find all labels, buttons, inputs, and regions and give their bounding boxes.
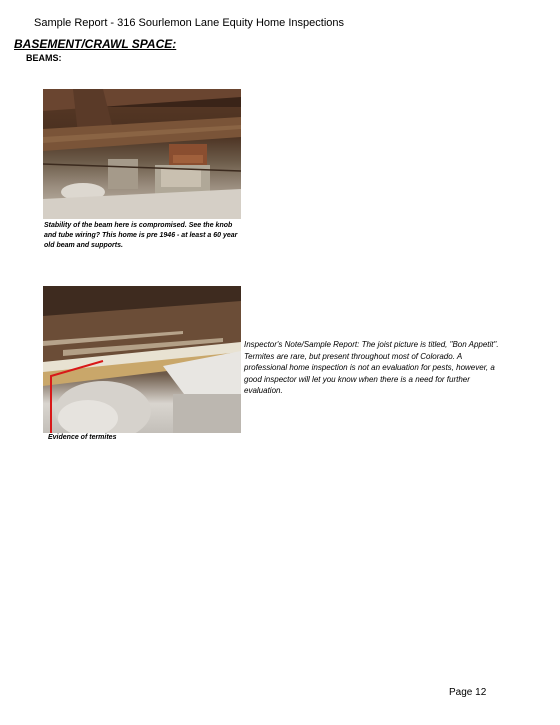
joist-photo (43, 286, 241, 433)
inspector-note: Inspector's Note/Sample Report: The joist picture is titled, "Bon Appetit". Termites are rare, but present throughout most of Colorado. A professional home inspection is not an evaluation for pests, however, a good inspector will let you know when there is a need for further evaluation. (244, 340, 499, 395)
beam-photo-caption: Stability of the beam here is compromised. See the knob and tube wiring? This home is pre 1946 - at least a 60 year old beam and supports. (44, 222, 238, 249)
beam-photo (43, 89, 241, 219)
section-title: BASEMENT/CRAWL SPACE: (14, 37, 177, 51)
beam-photo-illustration (43, 89, 241, 219)
termite-annotation: Evidence of termites (48, 434, 117, 441)
report-header: Sample Report - 316 Sourlemon Lane Equity Home Inspections (34, 17, 345, 29)
joist-photo-illustration (43, 286, 241, 433)
page-number: Page 12 (449, 687, 487, 698)
subsection-title: BEAMS: (26, 53, 62, 63)
